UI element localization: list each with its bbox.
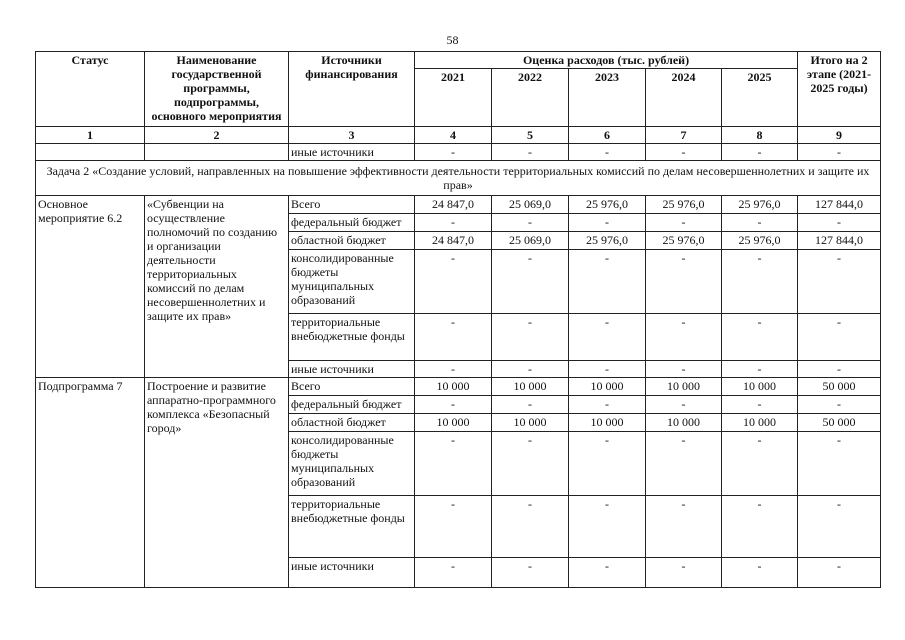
value-cell: -	[646, 558, 722, 588]
value-cell: 10 000	[492, 378, 569, 396]
value-cell: -	[798, 214, 881, 232]
header-year: 2025	[722, 69, 798, 127]
value-cell: -	[569, 432, 646, 496]
value-cell: -	[569, 396, 646, 414]
value-cell: -	[492, 432, 569, 496]
value-cell: -	[722, 496, 798, 558]
value-cell: -	[798, 144, 881, 161]
value-cell: -	[722, 558, 798, 588]
header-year: 2023	[569, 69, 646, 127]
source-label: федеральный бюджет	[289, 396, 415, 414]
value-cell: -	[492, 361, 569, 378]
column-number: 3	[289, 127, 415, 144]
value-cell: 25 976,0	[646, 196, 722, 214]
value-cell: -	[798, 496, 881, 558]
column-number: 4	[415, 127, 492, 144]
header-sources: Источники финансирования	[289, 52, 415, 127]
value-cell: 10 000	[492, 414, 569, 432]
value-cell: 127 844,0	[798, 232, 881, 250]
header-year: 2022	[492, 69, 569, 127]
value-cell: -	[492, 214, 569, 232]
source-label: иные источники	[289, 558, 415, 588]
value-cell: -	[646, 250, 722, 314]
value-cell: -	[798, 432, 881, 496]
value-cell: -	[798, 396, 881, 414]
header-year: 2021	[415, 69, 492, 127]
column-number: 2	[145, 127, 289, 144]
value-cell: -	[415, 558, 492, 588]
source-label: Всего	[289, 378, 415, 396]
value-cell: 25 976,0	[569, 196, 646, 214]
value-cell: 24 847,0	[415, 232, 492, 250]
value-cell: 10 000	[646, 414, 722, 432]
column-number: 1	[36, 127, 145, 144]
value-cell: -	[415, 314, 492, 361]
value-cell: -	[569, 250, 646, 314]
value-cell: 10 000	[722, 378, 798, 396]
value-cell: -	[722, 314, 798, 361]
header-name: Наименование государственной программы, подпрограммы, основного мероприятия	[145, 52, 289, 127]
value-cell: -	[415, 432, 492, 496]
value-cell: 25 069,0	[492, 196, 569, 214]
value-cell: 25 976,0	[722, 196, 798, 214]
header-status: Статус	[36, 52, 145, 127]
name-cell: «Субвенции на осуществление полномочий по созданию и организации деятельности территориальных комиссий по делам несовершеннолетних и защите их прав»	[145, 196, 289, 378]
value-cell: -	[646, 361, 722, 378]
value-cell: -	[492, 250, 569, 314]
budget-table	[35, 51, 881, 588]
value-cell: -	[569, 214, 646, 232]
value-cell: -	[798, 558, 881, 588]
source-label: областной бюджет	[289, 232, 415, 250]
status-cell: Подпрограмма 7	[36, 378, 145, 588]
column-number: 8	[722, 127, 798, 144]
value-cell: -	[415, 396, 492, 414]
page-number: 58	[446, 33, 459, 47]
source-label: иные источники	[289, 361, 415, 378]
header-total: Итого на 2 этапе (2021-2025 годы)	[798, 52, 881, 127]
value-cell: -	[646, 144, 722, 161]
value-cell: -	[569, 361, 646, 378]
value-cell: -	[722, 250, 798, 314]
value-cell: 25 976,0	[569, 232, 646, 250]
value-cell: -	[492, 396, 569, 414]
task-heading: Задача 2 «Создание условий, направленных на повышение эффективности деятельности территориальных комиссий по делам несовершеннолетних и защите их прав»	[36, 161, 881, 196]
value-cell: -	[798, 361, 881, 378]
value-cell: 10 000	[569, 378, 646, 396]
value-cell: 10 000	[722, 414, 798, 432]
value-cell: -	[722, 214, 798, 232]
value-cell: 25 976,0	[646, 232, 722, 250]
value-cell: 25 069,0	[492, 232, 569, 250]
value-cell: -	[492, 558, 569, 588]
value-cell: -	[492, 144, 569, 161]
value-cell: 127 844,0	[798, 196, 881, 214]
value-cell: -	[798, 250, 881, 314]
value-cell: -	[722, 396, 798, 414]
source-label: областной бюджет	[289, 414, 415, 432]
value-cell: -	[569, 496, 646, 558]
column-number: 6	[569, 127, 646, 144]
value-cell: 24 847,0	[415, 196, 492, 214]
value-cell: 25 976,0	[722, 232, 798, 250]
value-cell: -	[415, 361, 492, 378]
value-cell: -	[492, 314, 569, 361]
value-cell: 10 000	[415, 378, 492, 396]
source-label: федеральный бюджет	[289, 214, 415, 232]
value-cell: -	[646, 314, 722, 361]
status-cell: Основное мероприятие 6.2	[36, 196, 145, 378]
column-number: 5	[492, 127, 569, 144]
value-cell: -	[569, 314, 646, 361]
source-label: территориальные внебюджетные фонды	[289, 496, 415, 558]
value-cell: -	[415, 144, 492, 161]
empty-cell	[145, 144, 289, 161]
value-cell: -	[415, 496, 492, 558]
value-cell: -	[415, 250, 492, 314]
value-cell: -	[722, 144, 798, 161]
value-cell: -	[646, 496, 722, 558]
value-cell: -	[646, 432, 722, 496]
value-cell: 10 000	[415, 414, 492, 432]
value-cell: -	[569, 144, 646, 161]
source-label: иные источники	[289, 144, 415, 161]
value-cell: 50 000	[798, 378, 881, 396]
value-cell: -	[415, 214, 492, 232]
source-label: территориальные внебюджетные фонды	[289, 314, 415, 361]
value-cell: 50 000	[798, 414, 881, 432]
source-label: Всего	[289, 196, 415, 214]
value-cell: -	[722, 432, 798, 496]
source-label: консолидированные бюджеты муниципальных образований	[289, 250, 415, 314]
value-cell: 10 000	[646, 378, 722, 396]
empty-cell	[36, 144, 145, 161]
value-cell: -	[798, 314, 881, 361]
value-cell: -	[569, 558, 646, 588]
header-year: 2024	[646, 69, 722, 127]
value-cell: -	[722, 361, 798, 378]
column-number: 7	[646, 127, 722, 144]
name-cell: Построение и развитие аппаратно-программного комплекса «Безопасный город»	[145, 378, 289, 588]
source-label: консолидированные бюджеты муниципальных образований	[289, 432, 415, 496]
header-estimate: Оценка расходов (тыс. рублей)	[415, 52, 798, 69]
value-cell: -	[492, 496, 569, 558]
value-cell: 10 000	[569, 414, 646, 432]
column-number: 9	[798, 127, 881, 144]
value-cell: -	[646, 396, 722, 414]
value-cell: -	[646, 214, 722, 232]
